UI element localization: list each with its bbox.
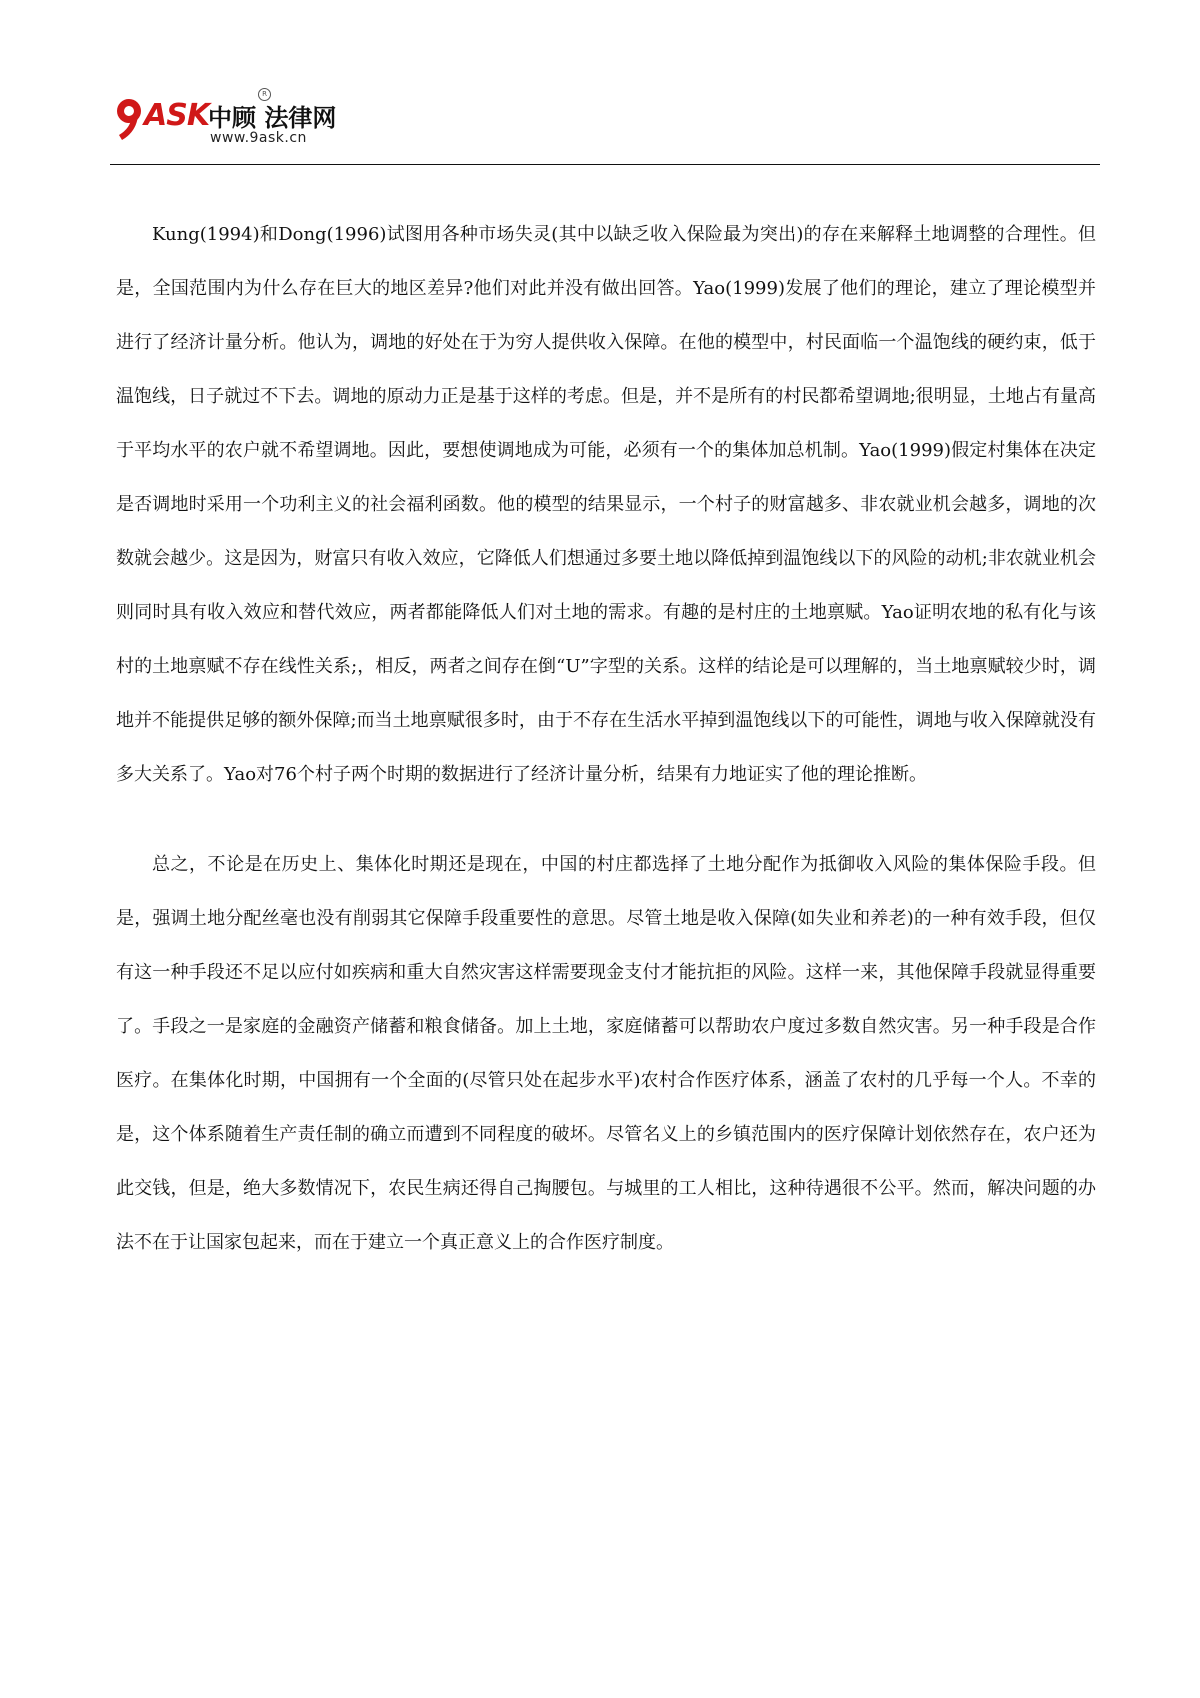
logo-url-text: www.9ask.cn xyxy=(210,130,307,146)
logo-nine-icon xyxy=(114,96,146,144)
document-body xyxy=(116,208,1096,1270)
site-logo[interactable] xyxy=(114,90,354,156)
page-header xyxy=(110,84,1100,164)
paragraph-1: Kung(1994)和Dong(1996)试图用各种市场失灵(其中以缺乏收入保险最为突出)的存在来解释土地调整的合理性。但是，全国范围内为什么存在巨大的地区差异?他们对此并没有做出回答。Yao(1999)发展了他们的理论，建立了理论模型并进行了经济计量分析。他认为，调地的好处在于为穷人提供收入保障。在他的模型中，村民面临一个温饱线的硬约束，低于温饱线，日子就过不下去。调地的原动力正是基于这样的考虑。但是，并不是所有的村民都希望调地;很明显，土地占有量高于平均水平的农户就不希望调地。因此，要想使调地成为可能，必须有一个的集体加总机制。Yao(1999)假定村集体在决定是否调地时采用一个功利主义的社会福利函数。他的模型的结果显示，一个村子的财富越多、非农就业机会越多，调地的次数就会越少。这是因为，财富只有收入效应，它降低人们想通过多要土地以降低掉到温饱线以下的风险的动机;非农就业机会则同时具有收入效应和替代效应，两者都能降低人们对土地的需求。有趣的是村庄的土地禀赋。Yao证明农地的私有化与该村的土地禀赋不存在线性关系;，相反，两者之间存在倒“U”字型的关系。这样的结论是可以理解的，当土地禀赋较少时，调地并不能提供足够的额外保障;而当土地禀赋很多时，由于不存在生活水平掉到温饱线以下的可能性，调地与收入保障就没有多大关系了。Yao对76个村子两个时期的数据进行了经济计量分析，结果有力地证实了他的理论推断。 xyxy=(116,224,1096,785)
logo-brand-text: 中顾 法律网 xyxy=(208,104,337,132)
logo-ask-text: ASK xyxy=(144,98,210,133)
header-divider xyxy=(110,164,1100,165)
paragraph-2: 总之，不论是在历史上、集体化时期还是现在，中国的村庄都选择了土地分配作为抵御收入风险的集体保险手段。但是，强调土地分配丝毫也没有削弱其它保障手段重要性的意思。尽管土地是收入保障(如失业和养老)的一种有效手段，但仅有这一种手段还不足以应付如疾病和重大自然灾害这样需要现金支付才能抗拒的风险。这样一来，其他保障手段就显得重要了。手段之一是家庭的金融资产储蓄和粮食储备。加上土地，家庭储蓄可以帮助农户度过多数自然灾害。另一种手段是合作医疗。在集体化时期，中国拥有一个全面的(尽管只处在起步水平)农村合作医疗体系，涵盖了农村的几乎每一个人。不幸的是，这个体系随着生产责任制的确立而遭到不同程度的破坏。尽管名义上的乡镇范围内的医疗保障计划依然存在，农户还为此交钱，但是，绝大多数情况下，农民生病还得自己掏腰包。与城里的工人相比，这种待遇很不公平。然而，解决问题的办法不在于让国家包起来，而在于建立一个真正意义上的合作医疗制度。 xyxy=(116,854,1096,1253)
registered-mark-icon: R xyxy=(258,88,271,101)
